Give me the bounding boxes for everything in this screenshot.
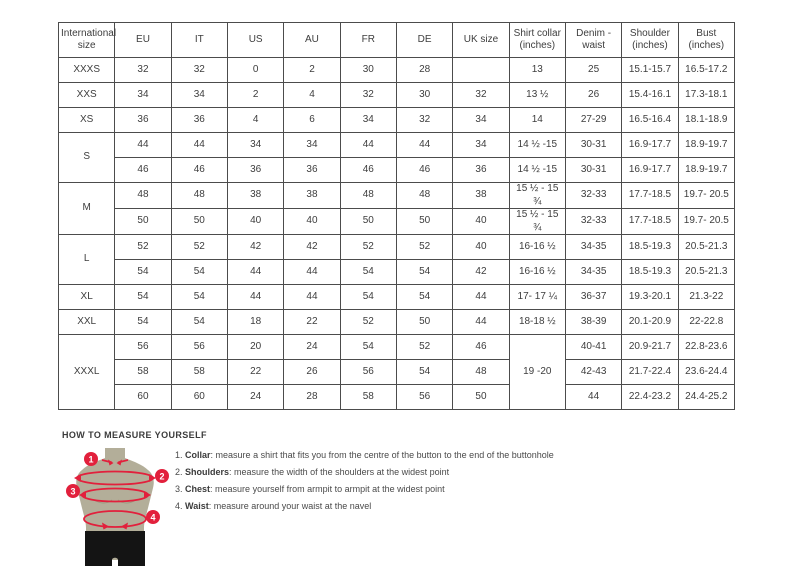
- size-cell: 21.3-22: [678, 285, 734, 310]
- size-cell: 32-33: [565, 209, 621, 235]
- size-cell: 48: [115, 183, 171, 209]
- size-cell: 46: [396, 158, 452, 183]
- size-cell: 48: [171, 183, 227, 209]
- size-cell: 44: [396, 133, 452, 158]
- size-cell: 18.1-18.9: [678, 108, 734, 133]
- size-cell: 60: [171, 385, 227, 410]
- size-cell: 24.4-25.2: [678, 385, 734, 410]
- size-cell: 14 ½ -15: [509, 133, 565, 158]
- step-number: 1.: [175, 450, 183, 460]
- marker-1-number: 1: [88, 454, 94, 465]
- size-cell: 54: [396, 285, 452, 310]
- table-row: [59, 133, 735, 158]
- size-cell: 36: [171, 108, 227, 133]
- size-cell: 21.7-22.4: [622, 360, 678, 385]
- table-row: [59, 285, 735, 310]
- step-number: 2.: [175, 467, 183, 477]
- step-text: : measure yourself from armpit to armpit at the widest point: [210, 484, 445, 494]
- size-cell: 18: [227, 310, 283, 335]
- measure-section-heading: HOW TO MEASURE YOURSELF: [62, 430, 207, 440]
- size-cell: 19.7- 20.5: [678, 209, 734, 235]
- col-fr: FR: [340, 23, 396, 58]
- size-cell: 42-43: [565, 360, 621, 385]
- size-cell: 13: [509, 58, 565, 83]
- size-cell: 20.5-21.3: [678, 260, 734, 285]
- table-row: [59, 385, 735, 410]
- size-cell: 34: [340, 108, 396, 133]
- size-cell: 50: [453, 385, 509, 410]
- size-cell: 34: [453, 133, 509, 158]
- step-text: : measure a shirt that fits you from the centre of the button to the end of the buttonhole: [210, 450, 554, 460]
- col-au: AU: [284, 23, 340, 58]
- size-cell: 0: [227, 58, 283, 83]
- size-cell: 54: [340, 285, 396, 310]
- table-row: [59, 335, 735, 360]
- measure-step-shoulders: [175, 466, 735, 483]
- col-us: US: [227, 23, 283, 58]
- size-cell: 52: [396, 335, 452, 360]
- size-cell: 17- 17 ¼: [509, 285, 565, 310]
- size-cell: 20.1-20.9: [622, 310, 678, 335]
- size-cell: 16-16 ½: [509, 235, 565, 260]
- size-cell: [453, 58, 509, 83]
- step-text: : measure the width of the shoulders at the widest point: [229, 467, 450, 477]
- size-table-body: [59, 58, 735, 410]
- size-cell: 44: [171, 133, 227, 158]
- size-cell: 34: [453, 108, 509, 133]
- size-cell: 16.9-17.7: [622, 133, 678, 158]
- size-cell: 22-22.8: [678, 310, 734, 335]
- col-uk-size: UK size: [453, 23, 509, 58]
- size-cell: 58: [340, 385, 396, 410]
- size-cell: 50: [396, 310, 452, 335]
- table-row: [59, 83, 735, 108]
- step-label: Waist: [185, 501, 209, 511]
- table-row: [59, 108, 735, 133]
- size-cell: 50: [396, 209, 452, 235]
- size-cell: 15 ½ - 15 ¾: [509, 183, 565, 209]
- size-cell: XL: [59, 285, 115, 310]
- size-cell: 16.5-17.2: [678, 58, 734, 83]
- size-cell: 30: [396, 83, 452, 108]
- measure-step-waist: [175, 500, 735, 517]
- size-cell: 4: [227, 108, 283, 133]
- size-cell: 14 ½ -15: [509, 158, 565, 183]
- size-cell: 34: [171, 83, 227, 108]
- measure-step-collar: [175, 449, 735, 466]
- size-cell: 54: [340, 335, 396, 360]
- size-cell: S: [59, 133, 115, 183]
- col-it: IT: [171, 23, 227, 58]
- size-cell: 44: [565, 385, 621, 410]
- size-cell: 16-16 ½: [509, 260, 565, 285]
- size-cell: 54: [115, 310, 171, 335]
- size-cell: XXXL: [59, 335, 115, 410]
- table-row: [59, 235, 735, 260]
- size-cell: 54: [396, 260, 452, 285]
- size-cell: 36: [115, 108, 171, 133]
- step-label: Shoulders: [185, 467, 230, 477]
- table-row: [59, 183, 735, 209]
- size-conversion-table: [58, 22, 735, 410]
- size-cell: 36: [453, 158, 509, 183]
- size-cell: 32: [115, 58, 171, 83]
- table-row: [59, 58, 735, 83]
- table-row: [59, 360, 735, 385]
- size-cell: XXS: [59, 83, 115, 108]
- size-cell: 60: [115, 385, 171, 410]
- size-cell: 44: [453, 310, 509, 335]
- size-cell: 52: [396, 235, 452, 260]
- col-eu: EU: [115, 23, 171, 58]
- step-label: Chest: [185, 484, 211, 494]
- size-cell: 13 ½: [509, 83, 565, 108]
- col-international-size: International size: [59, 23, 115, 58]
- size-cell: 17.7-18.5: [622, 183, 678, 209]
- table-row: [59, 209, 735, 235]
- size-cell: 24: [284, 335, 340, 360]
- marker-2-number: 2: [159, 471, 165, 482]
- table-row: [59, 310, 735, 335]
- size-cell: 54: [171, 285, 227, 310]
- size-cell: 50: [171, 209, 227, 235]
- header-row: [59, 23, 735, 58]
- size-cell: L: [59, 235, 115, 285]
- size-cell: 6: [284, 108, 340, 133]
- size-cell: 15.4-16.1: [622, 83, 678, 108]
- size-cell: 34: [284, 133, 340, 158]
- size-cell: 32: [453, 83, 509, 108]
- size-cell: 54: [340, 260, 396, 285]
- size-cell: 2: [284, 58, 340, 83]
- size-cell: 18.5-19.3: [622, 260, 678, 285]
- size-cell: 18.9-19.7: [678, 158, 734, 183]
- size-cell: 40: [284, 209, 340, 235]
- size-cell: 44: [115, 133, 171, 158]
- size-cell: 30-31: [565, 158, 621, 183]
- size-cell: 22.4-23.2: [622, 385, 678, 410]
- size-cell: 46: [340, 158, 396, 183]
- size-cell: 38-39: [565, 310, 621, 335]
- size-cell: 15 ½ - 15 ¾: [509, 209, 565, 235]
- size-cell: 54: [171, 260, 227, 285]
- size-cell: 22: [284, 310, 340, 335]
- size-cell: 32-33: [565, 183, 621, 209]
- size-cell: M: [59, 183, 115, 235]
- size-cell: 15.1-15.7: [622, 58, 678, 83]
- size-cell: 54: [115, 260, 171, 285]
- size-cell: 34: [115, 83, 171, 108]
- size-cell: 16.9-17.7: [622, 158, 678, 183]
- size-cell: 32: [396, 108, 452, 133]
- size-cell: 28: [284, 385, 340, 410]
- size-cell: 54: [171, 310, 227, 335]
- size-cell: 54: [396, 360, 452, 385]
- size-cell: 34-35: [565, 235, 621, 260]
- measure-step-chest: [175, 483, 735, 500]
- col-bust: Bust (inches): [678, 23, 734, 58]
- size-cell: 18.9-19.7: [678, 133, 734, 158]
- size-cell: 56: [340, 360, 396, 385]
- size-cell: 30-31: [565, 133, 621, 158]
- size-cell: 32: [171, 58, 227, 83]
- size-cell: XXXS: [59, 58, 115, 83]
- size-cell: 24: [227, 385, 283, 410]
- size-cell: 42: [227, 235, 283, 260]
- size-cell: 17.3-18.1: [678, 83, 734, 108]
- size-cell: 20.9-21.7: [622, 335, 678, 360]
- size-cell: 17.7-18.5: [622, 209, 678, 235]
- size-cell: 40-41: [565, 335, 621, 360]
- size-cell: 44: [340, 133, 396, 158]
- size-cell: 28: [396, 58, 452, 83]
- size-cell: 50: [115, 209, 171, 235]
- size-cell: 14: [509, 108, 565, 133]
- col-shirt-collar: Shirt collar (inches): [509, 23, 565, 58]
- marker-4-number: 4: [150, 512, 156, 523]
- size-cell: 42: [284, 235, 340, 260]
- col-denim-waist: Denim - waist: [565, 23, 621, 58]
- size-cell: 46: [453, 335, 509, 360]
- size-cell: 42: [453, 260, 509, 285]
- step-number: 3.: [175, 484, 183, 494]
- size-cell: 44: [227, 260, 283, 285]
- size-cell: 56: [115, 335, 171, 360]
- size-cell: 46: [115, 158, 171, 183]
- shorts-shape: [85, 531, 145, 566]
- size-cell: 18.5-19.3: [622, 235, 678, 260]
- size-cell: 44: [227, 285, 283, 310]
- size-cell: 56: [396, 385, 452, 410]
- step-label: Collar: [185, 450, 211, 460]
- size-cell: 38: [453, 183, 509, 209]
- size-cell: 36: [227, 158, 283, 183]
- size-cell: 58: [171, 360, 227, 385]
- size-cell: 26: [284, 360, 340, 385]
- size-cell: 44: [284, 285, 340, 310]
- size-cell: 20: [227, 335, 283, 360]
- size-table-header: [59, 23, 735, 58]
- size-cell: 40: [453, 235, 509, 260]
- size-cell: 36-37: [565, 285, 621, 310]
- size-cell: 20.5-21.3: [678, 235, 734, 260]
- size-cell: 30: [340, 58, 396, 83]
- size-cell: 48: [453, 360, 509, 385]
- size-cell: 26: [565, 83, 621, 108]
- size-cell: 58: [115, 360, 171, 385]
- size-cell: 56: [171, 335, 227, 360]
- size-cell: 34: [227, 133, 283, 158]
- size-cell: 52: [340, 235, 396, 260]
- step-number: 4.: [175, 501, 183, 511]
- size-cell: 32: [340, 83, 396, 108]
- size-cell: XXL: [59, 310, 115, 335]
- size-cell: 2: [227, 83, 283, 108]
- size-cell: 50: [340, 209, 396, 235]
- step-text: : measure around your waist at the navel: [208, 501, 372, 511]
- size-cell: 52: [340, 310, 396, 335]
- marker-3-number: 3: [70, 486, 76, 497]
- size-cell: 44: [284, 260, 340, 285]
- size-cell: 23.6-24.4: [678, 360, 734, 385]
- size-cell: 48: [396, 183, 452, 209]
- size-cell: 36: [284, 158, 340, 183]
- size-cell: 22: [227, 360, 283, 385]
- size-cell: 38: [227, 183, 283, 209]
- col-shoulder: Shoulder (inches): [622, 23, 678, 58]
- size-cell: 40: [227, 209, 283, 235]
- table-row: [59, 158, 735, 183]
- size-cell: 48: [340, 183, 396, 209]
- size-cell: 19.7- 20.5: [678, 183, 734, 209]
- size-cell: 18-18 ½: [509, 310, 565, 335]
- size-cell: 44: [453, 285, 509, 310]
- size-cell: 4: [284, 83, 340, 108]
- size-cell: 52: [115, 235, 171, 260]
- size-cell: 54: [115, 285, 171, 310]
- size-cell: 22.8-23.6: [678, 335, 734, 360]
- size-cell: 34-35: [565, 260, 621, 285]
- size-cell: XS: [59, 108, 115, 133]
- size-cell: 46: [171, 158, 227, 183]
- size-cell: 52: [171, 235, 227, 260]
- size-cell: 16.5-16.4: [622, 108, 678, 133]
- size-cell: 19 -20: [509, 335, 565, 410]
- size-cell: 25: [565, 58, 621, 83]
- measure-instructions: [175, 449, 735, 517]
- size-cell: 27-29: [565, 108, 621, 133]
- table-row: [59, 260, 735, 285]
- size-cell: 40: [453, 209, 509, 235]
- col-de: DE: [396, 23, 452, 58]
- size-cell: 19.3-20.1: [622, 285, 678, 310]
- size-cell: 38: [284, 183, 340, 209]
